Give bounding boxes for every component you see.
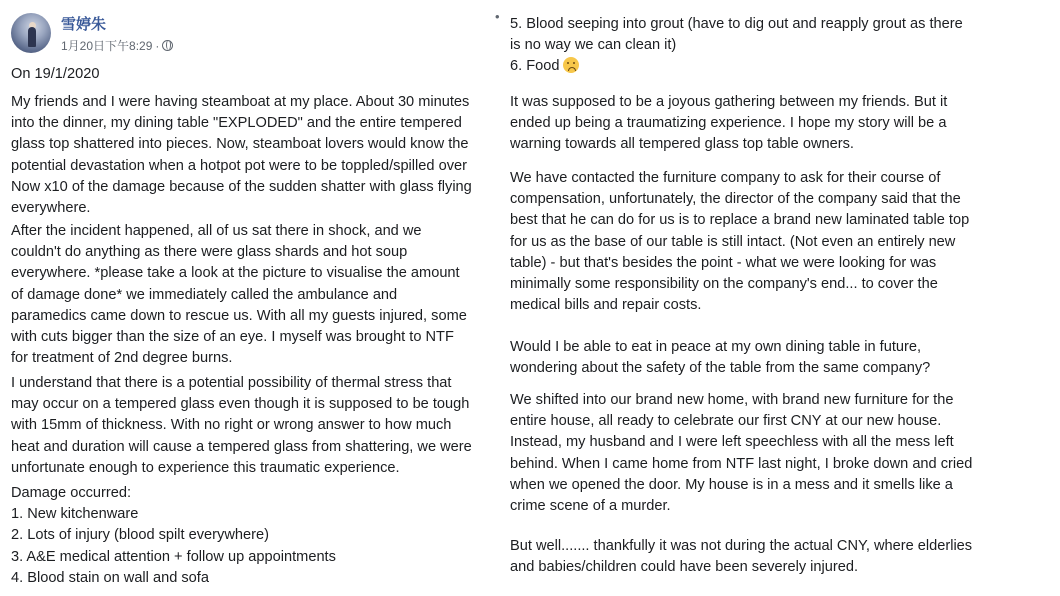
text-line: paramedics came down to rescue us. With all my guests injured, some: [11, 307, 467, 324]
list-item: 2. Lots of injury (blood spilt everywhere): [11, 527, 269, 544]
text-line: everywhere. *please take a look at the picture to visualise the amount: [11, 265, 460, 282]
list-item: is no way we can clean it): [510, 37, 677, 54]
meta-separator: ·: [155, 38, 160, 53]
text-line: Now x10 of the damage because of the sudden shatter with glass flying: [11, 178, 472, 195]
text-line: heat and duration will cause a tempered glass from shattering, we were: [11, 438, 472, 455]
text-line: Would I be able to eat in peace at my own dining table in future,: [510, 339, 922, 355]
list-heading: Damage occurred:: [11, 485, 132, 501]
text-line: ended up being a traumatizing experience. I hope my story will be a: [510, 115, 947, 132]
list-item: 3. A&E medical attention + follow up appointments: [11, 548, 336, 565]
list-item: 4. Blood stain on wall and sofa: [11, 569, 209, 586]
text-line: wondering about the safety of the table from the same company?: [510, 360, 931, 377]
damage-list: [11, 483, 336, 589]
text-line: glass top shattered into pieces. Now, steamboat lovers would know the: [11, 136, 469, 153]
text-line: I understand that there is a potential possibility of thermal stress that: [11, 375, 452, 391]
text-line: of damage done* we immediately called the ambulance and: [11, 286, 398, 303]
damage-list-continued: [510, 14, 963, 78]
text-line: entire house, all ready to celebrate our first CNY at our new house.: [510, 413, 942, 430]
paragraph-new-home: [510, 390, 972, 517]
text-line: potential devastation when a hotpot pot were to be toppled/spilled over: [11, 157, 467, 174]
post-meta: [61, 37, 173, 54]
paragraph-thermal-stress: [11, 373, 472, 479]
text-line: We shifted into our brand new home, with brand new furniture for the: [510, 392, 954, 408]
paragraph-gathering: [510, 92, 947, 156]
text-line: into the dinner, my dining table "EXPLODED" and the entire tempered: [11, 115, 462, 132]
text-line: table) - but that's besides the point - what we were looking for was: [510, 254, 937, 271]
text-line: My friends and I were having steamboat at my place. About 30 minutes: [11, 94, 470, 110]
text-line: for treatment of 2nd degree burns.: [11, 350, 233, 367]
text-line: Instead, my husband and I were left speechless with all the mess left: [510, 434, 954, 451]
list-item: 5. Blood seeping into grout (have to dig out and reapply grout as there: [510, 16, 963, 32]
text-line: and babies/children could have been severely injured.: [510, 559, 859, 576]
text-line: compensation, unfortunately, the director of the company said that the: [510, 191, 961, 208]
text-line: crime scene of a murder.: [510, 498, 671, 515]
text-line: best that he can do for us is to replace a brand new laminated table top: [510, 212, 970, 229]
text-line: After the incident happened, all of us sat there in shock, and we: [11, 223, 422, 239]
post-timestamp[interactable]: 1月20日下午8:29: [61, 39, 153, 53]
paragraph-aftermath: [11, 221, 467, 369]
text-line: couldn't do anything as there were glass shards and hot soup: [11, 244, 408, 261]
text-line: everywhere.: [11, 200, 91, 217]
text-line: behind. When I came home from NTF last night, I broke down and cried: [510, 455, 973, 472]
paragraph-compensation: [510, 168, 969, 316]
bullet-marker: •: [495, 9, 500, 24]
text-line: with 15mm of thickness. With no right or wrong answer to how much: [11, 417, 452, 434]
globe-icon[interactable]: [162, 40, 173, 51]
text-line: may occur on a tempered glass even though it is supposed to be tough: [11, 396, 470, 413]
sad-face-emoji-icon: [563, 57, 579, 73]
text-line: when we opened the door. My house is in a mess and it smells like a: [510, 476, 953, 493]
paragraph-closing: [510, 536, 972, 578]
text-line: warning towards all tempered glass top table owners.: [510, 136, 854, 153]
text-line: unfortunate enough to experience this traumatic experience.: [11, 459, 400, 476]
paragraph-question: [510, 337, 930, 379]
text-line: We have contacted the furniture company to ask for their course of: [510, 170, 941, 186]
text-line: medical bills and repair costs.: [510, 297, 702, 314]
list-item: 6. Food: [510, 56, 963, 77]
text-line: for us as the base of our table is still intact. (Not even an entirely new: [510, 233, 956, 250]
text-line: But well....... thankfully it was not during the actual CNY, where elderlies: [510, 538, 973, 554]
text-line: minimally some responsibility on the company's end... to cover the: [510, 276, 938, 293]
list-item: 1. New kitchenware: [11, 506, 139, 523]
author-name[interactable]: 雪婷朱: [61, 16, 107, 33]
text-line: with cuts bigger than the size of an eye. I myself was brought to NTF: [11, 329, 454, 346]
date-line: On 19/1/2020: [11, 66, 100, 82]
text-line: It was supposed to be a joyous gathering between my friends. But it: [510, 94, 948, 110]
avatar[interactable]: [11, 13, 51, 53]
paragraph-incident: [11, 92, 472, 219]
